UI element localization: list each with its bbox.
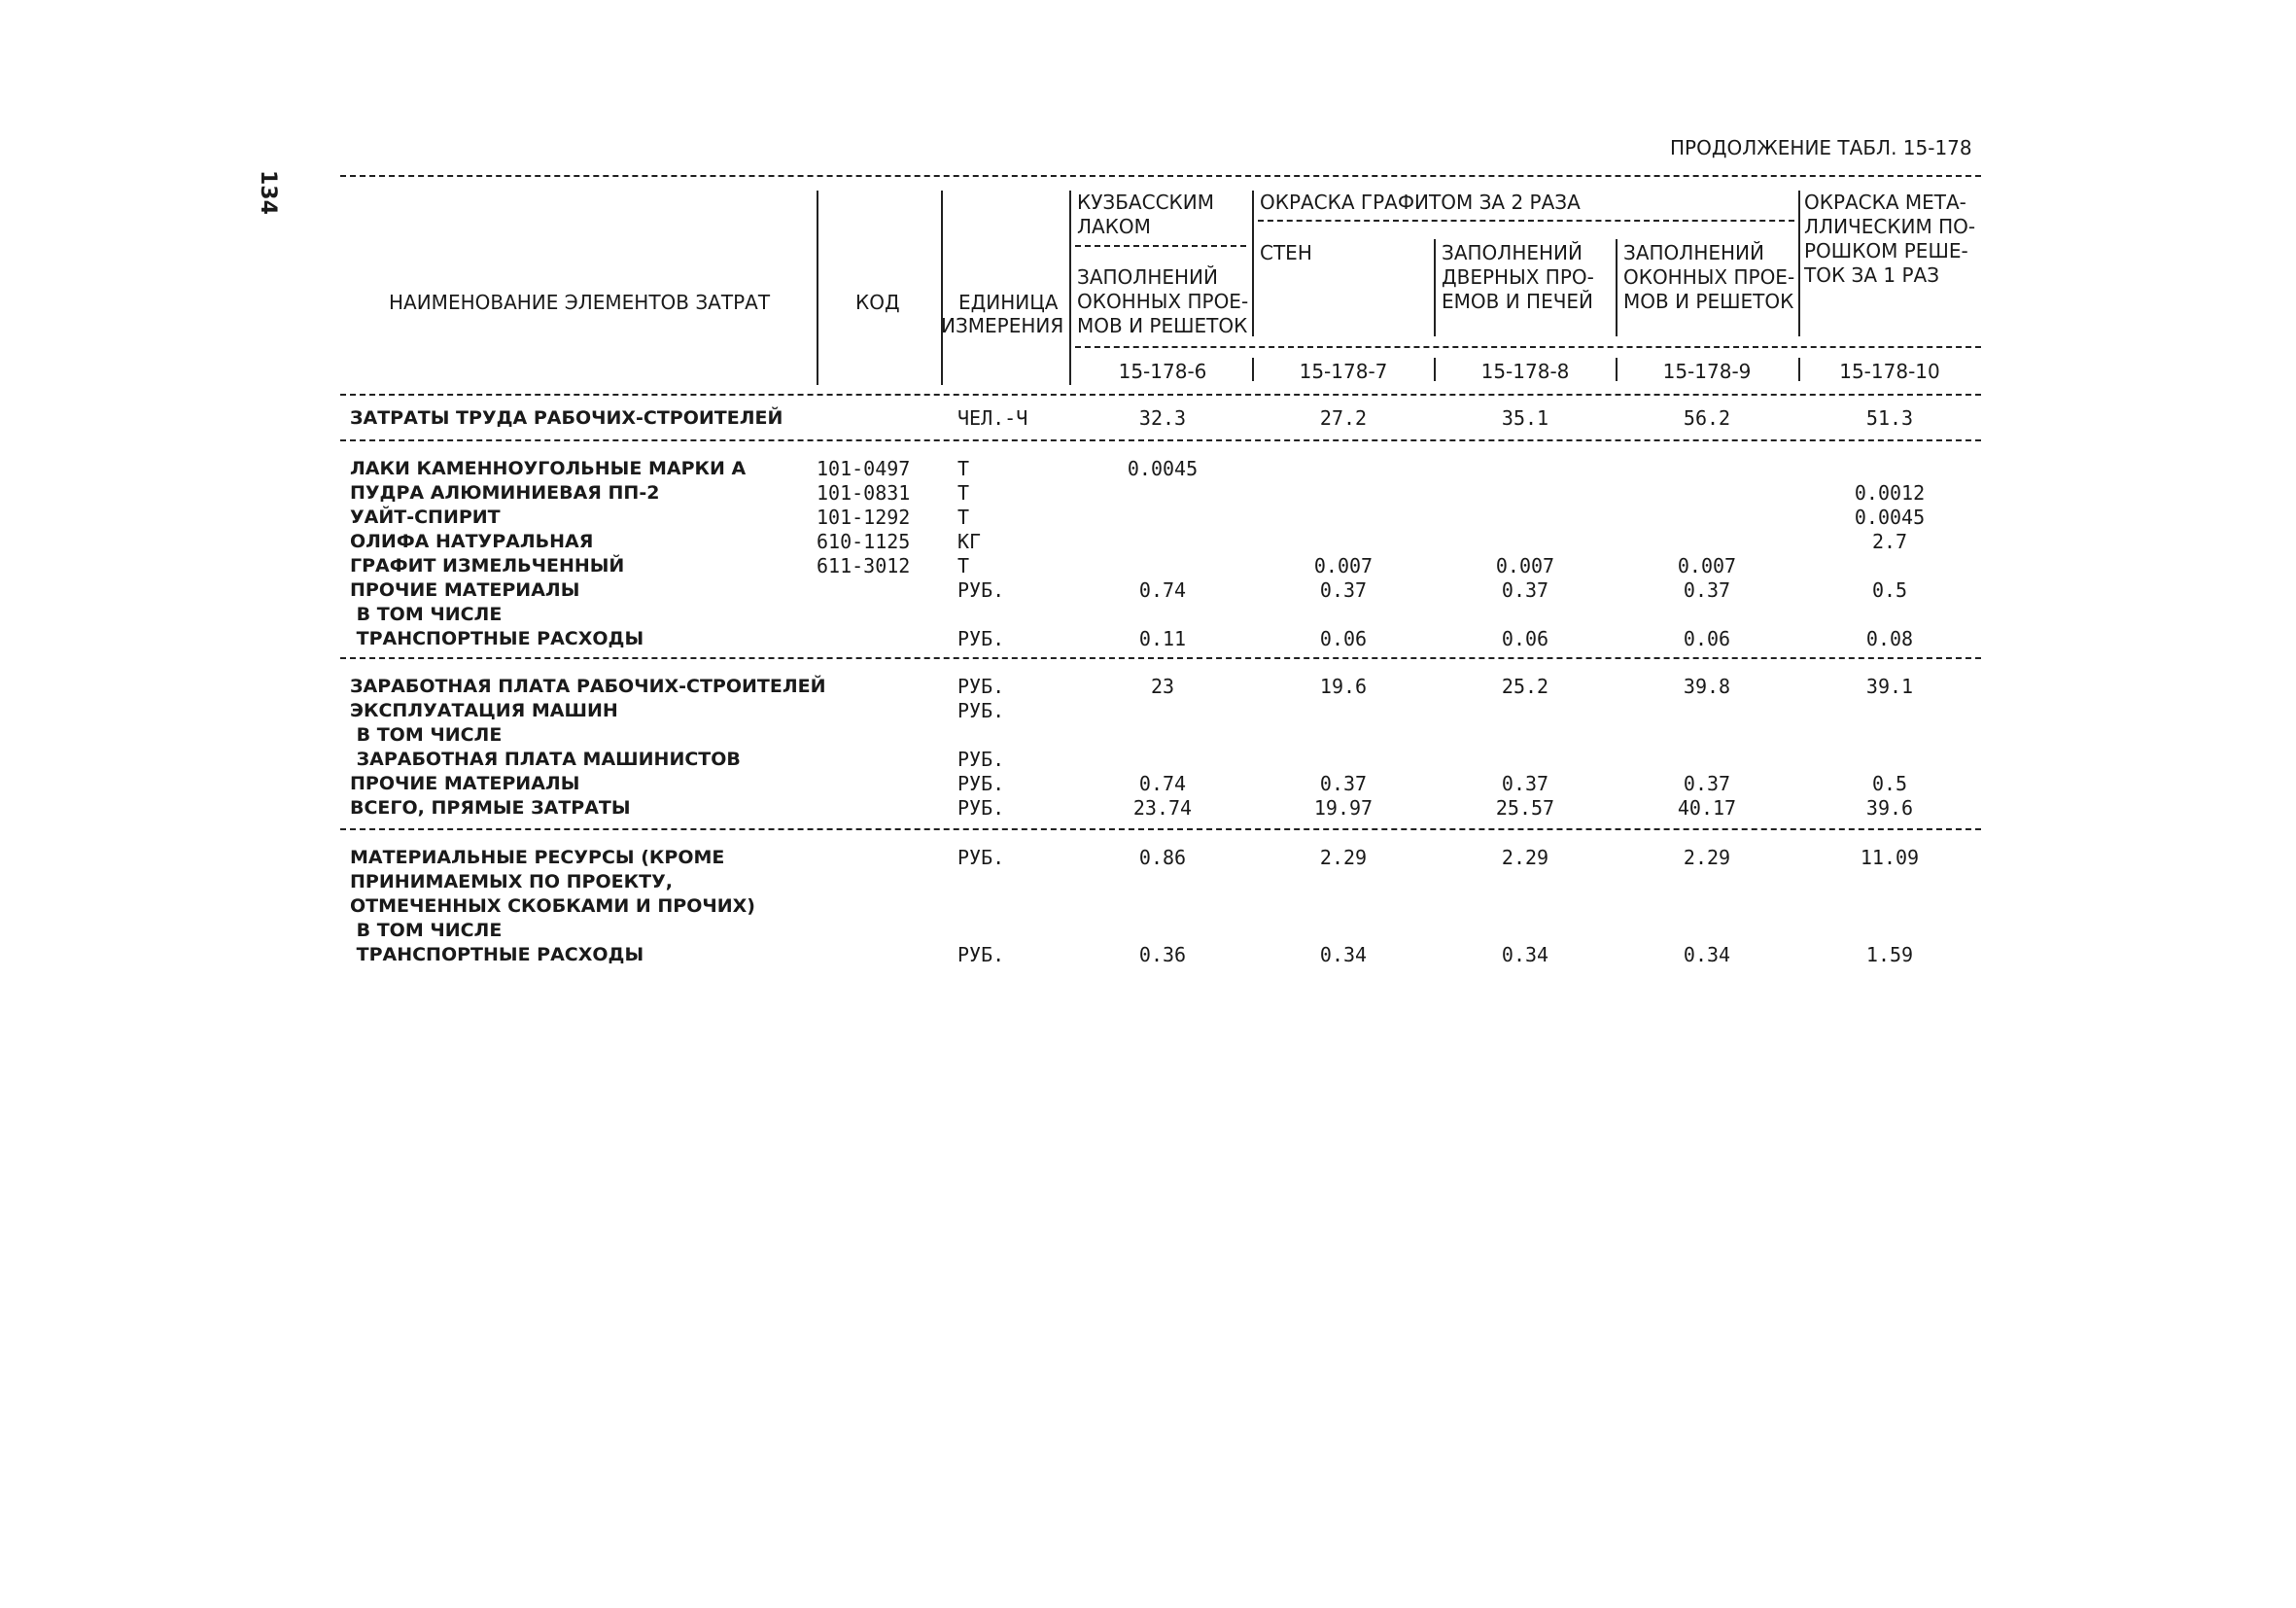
row-name: ПРИНИМАЕМЫХ ПО ПРОЕКТУ, <box>350 871 673 892</box>
row-value: 0.86 <box>1138 846 1187 869</box>
header-kuzbass-sub: ОКОННЫХ ПРОЕ- <box>1077 290 1249 313</box>
row-value: 51.3 <box>1865 406 1914 430</box>
header-sub-rule <box>1258 220 1794 222</box>
header-code-col: КОД <box>855 291 900 314</box>
row-value: 0.34 <box>1501 943 1549 966</box>
header-graphite-doors: ДВЕРНЫХ ПРО- <box>1442 265 1594 289</box>
row-name: ЛАКИ КАМЕННОУГОЛЬНЫЕ МАРКИ А <box>350 458 747 479</box>
row-value: 0.37 <box>1319 578 1368 602</box>
row-value: 0.0045 <box>1854 506 1926 529</box>
row-unit: Т <box>957 506 970 529</box>
row-unit: Т <box>957 481 970 505</box>
header-metal: РОШКОМ РЕШЕ- <box>1804 239 1968 262</box>
header-divider <box>941 191 943 385</box>
code-divider <box>1252 358 1254 381</box>
row-value: 0.007 <box>1677 554 1737 577</box>
row-name: ПРОЧИЕ МАТЕРИАЛЫ <box>350 773 580 794</box>
row-value: 35.1 <box>1501 406 1549 430</box>
row-unit: РУБ. <box>957 748 1005 771</box>
header-name-col: НАИМЕНОВАНИЕ ЭЛЕМЕНТОВ ЗАТРАТ <box>389 291 771 314</box>
row-value: 0.06 <box>1501 627 1549 650</box>
row-value: 0.34 <box>1683 943 1731 966</box>
header-graphite-windows: ОКОННЫХ ПРОЕ- <box>1623 265 1795 289</box>
row-value: 0.06 <box>1319 627 1368 650</box>
page-number: 134 <box>256 170 280 215</box>
row-unit: РУБ. <box>957 627 1005 650</box>
header-kuzbass: ЛАКОМ <box>1077 215 1151 238</box>
header-unit-col: ИЗМЕРЕНИЯ <box>941 314 1064 337</box>
row-name: МАТЕРИАЛЬНЫЕ РЕСУРСЫ (КРОМЕ <box>350 847 725 868</box>
row-unit: РУБ. <box>957 796 1005 820</box>
section-rule <box>340 657 1981 659</box>
code-divider <box>1434 358 1436 381</box>
row-value: 1.59 <box>1865 943 1914 966</box>
row-value: 0.34 <box>1319 943 1368 966</box>
header-code-4: 15-178-9 <box>1662 360 1752 383</box>
row-value: 0.5 <box>1871 772 1908 795</box>
row-name: ТРАНСПОРТНЫЕ РАСХОДЫ <box>350 628 644 649</box>
header-divider <box>1798 191 1800 336</box>
row-value: 0.37 <box>1501 578 1549 602</box>
header-metal: ОКРАСКА МЕТА- <box>1804 191 1966 214</box>
row-value: 0.74 <box>1138 772 1187 795</box>
row-value: 0.0045 <box>1127 457 1199 480</box>
header-unit-col: ЕДИНИЦА <box>958 291 1059 314</box>
row-name: В ТОМ ЧИСЛЕ <box>350 920 503 941</box>
header-metal: ТОК ЗА 1 РАЗ <box>1804 263 1940 287</box>
header-code-2: 15-178-7 <box>1299 360 1388 383</box>
header-graphite-walls: СТЕН <box>1260 241 1312 264</box>
row-value: 0.37 <box>1501 772 1549 795</box>
row-value: 0.0012 <box>1854 481 1926 505</box>
row-value: 0.36 <box>1138 943 1187 966</box>
row-value: 0.11 <box>1138 627 1187 650</box>
row-unit: КГ <box>957 530 982 553</box>
header-graphite-windows: МОВ И РЕШЕТОК <box>1623 290 1794 313</box>
header-bottom-rule <box>340 394 1981 396</box>
row-name: ЗАТРАТЫ ТРУДА РАБОЧИХ-СТРОИТЕЛЕЙ <box>350 407 783 429</box>
row-unit: РУБ. <box>957 675 1005 698</box>
section-rule <box>340 828 1981 830</box>
row-code: 610-1125 <box>817 530 911 553</box>
row-code: 101-0497 <box>817 457 911 480</box>
header-graphite: ОКРАСКА ГРАФИТОМ ЗА 2 РАЗА <box>1260 191 1581 214</box>
row-value: 19.97 <box>1313 796 1374 820</box>
row-value: 0.37 <box>1319 772 1368 795</box>
header-kuzbass-sub: ЗАПОЛНЕНИЙ <box>1077 265 1218 289</box>
row-code: 101-0831 <box>817 481 911 505</box>
header-metal: ЛЛИЧЕСКИМ ПО- <box>1804 215 1976 238</box>
header-divider <box>1434 239 1436 336</box>
header-graphite-doors: ЗАПОЛНЕНИЙ <box>1442 241 1583 264</box>
table-caption: ПРОДОЛЖЕНИЕ ТАБЛ. 15-178 <box>1670 136 1972 159</box>
row-value: 39.6 <box>1865 796 1914 820</box>
header-kuzbass: КУЗБАССКИМ <box>1077 191 1214 214</box>
row-name: ГРАФИТ ИЗМЕЛЬЧЕННЫЙ <box>350 555 625 577</box>
header-graphite-doors: ЕМОВ И ПЕЧЕЙ <box>1442 290 1594 313</box>
header-code-5: 15-178-10 <box>1839 360 1940 383</box>
row-unit: РУБ. <box>957 943 1005 966</box>
row-unit: РУБ. <box>957 578 1005 602</box>
row-value: 25.57 <box>1495 796 1555 820</box>
row-unit: Т <box>957 554 970 577</box>
header-graphite-windows: ЗАПОЛНЕНИЙ <box>1623 241 1764 264</box>
row-name: ЗАРАБОТНАЯ ПЛАТА РАБОЧИХ-СТРОИТЕЛЕЙ <box>350 676 826 697</box>
row-value: 0.007 <box>1495 554 1555 577</box>
row-value: 56.2 <box>1683 406 1731 430</box>
row-name: ЗАРАБОТНАЯ ПЛАТА МАШИНИСТОВ <box>350 749 741 770</box>
row-value: 2.29 <box>1683 846 1731 869</box>
row-code: 611-3012 <box>817 554 911 577</box>
header-divider <box>817 191 818 385</box>
row-name: В ТОМ ЧИСЛЕ <box>350 604 503 625</box>
row-value: 32.3 <box>1138 406 1187 430</box>
row-value: 0.06 <box>1683 627 1731 650</box>
section-rule <box>340 439 1981 441</box>
header-codes-rule <box>1075 346 1981 348</box>
row-value: 40.17 <box>1677 796 1737 820</box>
header-kuzbass-sub: МОВ И РЕШЕТОК <box>1077 314 1248 337</box>
row-value: 0.007 <box>1313 554 1374 577</box>
header-divider <box>1252 191 1254 336</box>
row-unit: РУБ. <box>957 699 1005 722</box>
row-value: 2.29 <box>1501 846 1549 869</box>
row-value: 39.8 <box>1683 675 1731 698</box>
header-divider <box>1069 191 1071 385</box>
row-name: ТРАНСПОРТНЫЕ РАСХОДЫ <box>350 944 644 965</box>
row-name: УАЙТ-СПИРИТ <box>350 507 501 528</box>
row-value: 2.7 <box>1871 530 1908 553</box>
row-value: 0.37 <box>1683 772 1731 795</box>
row-value: 25.2 <box>1501 675 1549 698</box>
header-sub-rule <box>1075 245 1246 247</box>
row-unit: ЧЕЛ.-Ч <box>957 406 1028 430</box>
row-value: 11.09 <box>1860 846 1920 869</box>
row-value: 19.6 <box>1319 675 1368 698</box>
row-value: 27.2 <box>1319 406 1368 430</box>
row-name: ПРОЧИЕ МАТЕРИАЛЫ <box>350 579 580 601</box>
row-value: 0.37 <box>1683 578 1731 602</box>
row-name: ЭКСПЛУАТАЦИЯ МАШИН <box>350 700 618 721</box>
header-code-1: 15-178-6 <box>1118 360 1207 383</box>
row-value: 0.5 <box>1871 578 1908 602</box>
header-divider <box>1616 239 1618 336</box>
row-value: 23.74 <box>1132 796 1193 820</box>
row-unit: РУБ. <box>957 772 1005 795</box>
code-divider <box>1616 358 1618 381</box>
header-top-rule <box>340 175 1981 177</box>
row-value: 0.74 <box>1138 578 1187 602</box>
row-unit: РУБ. <box>957 846 1005 869</box>
code-divider <box>1798 358 1800 381</box>
row-value: 0.08 <box>1865 627 1914 650</box>
row-value: 23 <box>1150 675 1175 698</box>
row-code: 101-1292 <box>817 506 911 529</box>
row-name: ОЛИФА НАТУРАЛЬНАЯ <box>350 531 594 552</box>
row-unit: Т <box>957 457 970 480</box>
row-value: 39.1 <box>1865 675 1914 698</box>
row-name: В ТОМ ЧИСЛЕ <box>350 724 503 746</box>
row-value: 2.29 <box>1319 846 1368 869</box>
row-name: ВСЕГО, ПРЯМЫЕ ЗАТРАТЫ <box>350 797 631 819</box>
header-code-3: 15-178-8 <box>1480 360 1570 383</box>
row-name: ОТМЕЧЕННЫХ СКОБКАМИ И ПРОЧИХ) <box>350 895 755 917</box>
row-name: ПУДРА АЛЮМИНИЕВАЯ ПП-2 <box>350 482 660 504</box>
